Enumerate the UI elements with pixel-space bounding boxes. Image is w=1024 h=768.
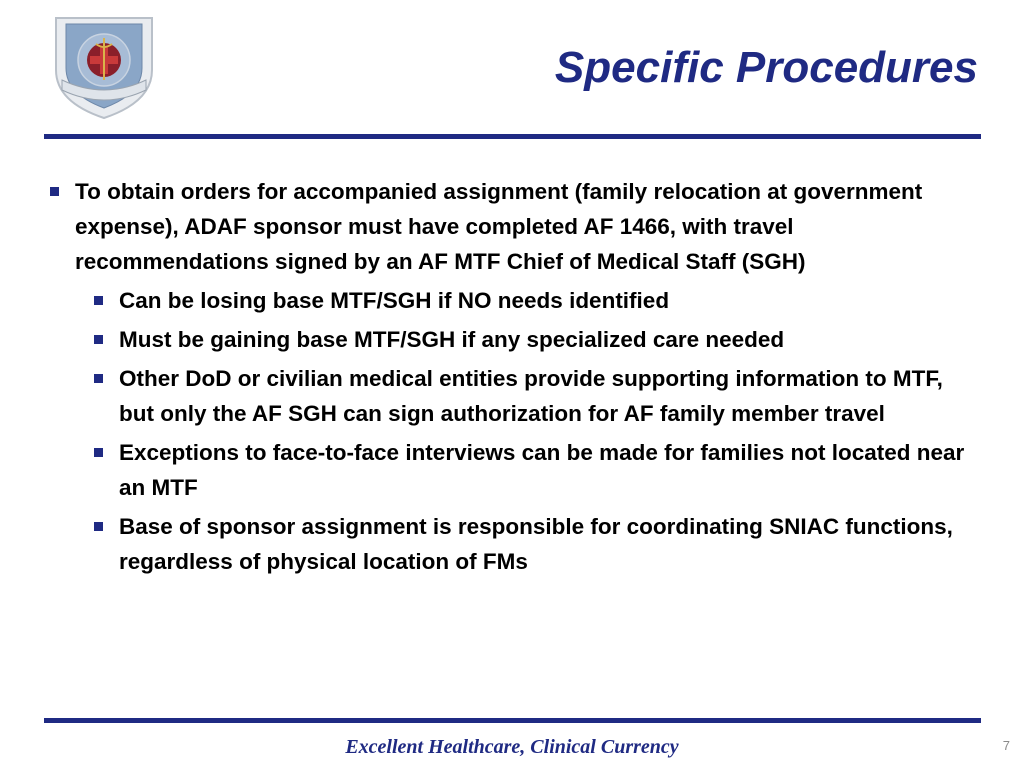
page-number: 7 [1002, 738, 1010, 753]
sub-bullet-item [48, 509, 978, 579]
square-bullet-icon [94, 296, 103, 305]
square-bullet-icon [94, 448, 103, 457]
title-divider [44, 134, 981, 139]
square-bullet-icon [94, 374, 103, 383]
bullet-item [48, 174, 978, 279]
slide-title: Specific Procedures [554, 43, 978, 92]
sub-bullet-item [48, 361, 978, 431]
square-bullet-icon [94, 335, 103, 344]
sub-bullet-text: Base of sponsor assignment is responsible for coordinating SNIAC functions, regardless of physical location of FMs [119, 514, 953, 574]
sub-bullet-item [48, 322, 978, 357]
slide-body [48, 174, 978, 579]
footer-divider [44, 718, 981, 723]
square-bullet-icon [94, 522, 103, 531]
sub-bullet-text: Exceptions to face-to-face interviews can be made for families not located near an MTF [119, 440, 965, 500]
square-bullet-icon [50, 187, 59, 196]
bullet-list [48, 174, 978, 579]
sub-bullet-item [48, 435, 978, 505]
bullet-text: To obtain orders for accompanied assignment (family relocation at government expense), ADAF sponsor must have completed AF 1466, with travel recommendations signed by an AF MTF Chief of Medical Staff (SGH) [75, 179, 923, 274]
afmoa-emblem-logo [48, 10, 160, 122]
sub-bullet-text: Must be gaining base MTF/SGH if any specialized care needed [119, 327, 785, 352]
sub-bullet-text: Other DoD or civilian medical entities provide supporting information to MTF, but only the AF SGH can sign authorization for AF family member travel [119, 366, 943, 426]
footer-tagline: Excellent Healthcare, Clinical Currency [345, 736, 679, 758]
sub-bullet-item [48, 283, 978, 318]
sub-bullet-text: Can be losing base MTF/SGH if NO needs identified [119, 288, 670, 313]
